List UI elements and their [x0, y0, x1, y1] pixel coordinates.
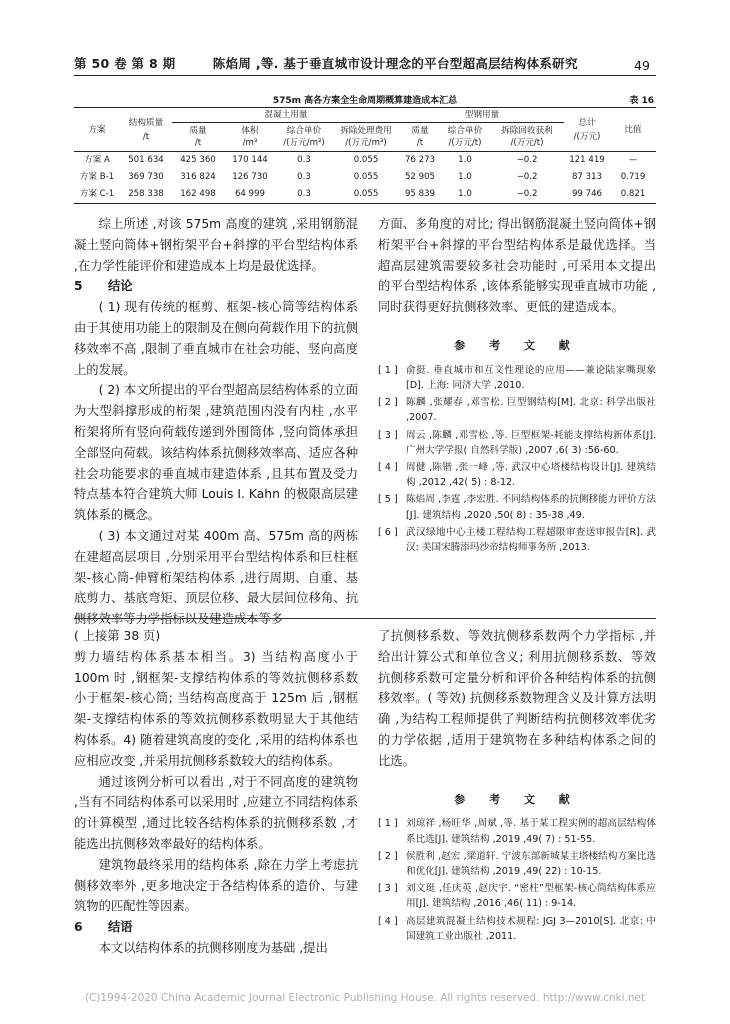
table-cell: 162 498 — [172, 186, 224, 204]
header-title: 基于垂直城市设计理念的平台型超高层结构体系研究 — [283, 56, 578, 71]
reference-list — [378, 363, 656, 555]
th-steel-mass: 质量 /t — [400, 123, 440, 152]
th-scheme: 方案 — [74, 108, 120, 152]
reference-item: [ 4 ] 高层建筑混凝土结构技术规程: JGJ 3—2010[S]. 北京: 中国建筑工业出版社 ,2011. — [378, 915, 656, 942]
table-number: 表 16 — [629, 96, 654, 106]
table-cell: 0.3 — [297, 172, 311, 182]
paragraph: 建筑物最终采用的结构体系 ,除在力学上考虑抗侧移效率外 ,更多地决定于各结构体系的造价、与建筑物的匹配性等因素。 — [74, 857, 358, 914]
th-struct-mass: 结构质量 /t — [120, 108, 172, 152]
th-steel-price: 综合单价 /(万元/t) — [440, 123, 490, 152]
copyright-footer: (C)1994-2020 China Academic Journal Electronic Publishing House. All rights reserved. http://www.cnki.net — [84, 992, 646, 1004]
reference-item: [ 3 ] 刘文珽 ,任庆英 ,赵庆宇. “密柱”型框架-核心筒结构体系应用[J]. 建筑结构 ,2016 ,46( 11) : 9-14. — [378, 883, 656, 910]
paragraph: 方面、多角度的对比; 得出钢筋混凝土竖向筒体+钢桁架平台+斜撑的平台型结构体系是最优选择。当超高层建筑需要较多社会功能时 ,可采用本文提出的平台型结构体系 ,该体系能够实现垂直城市功能 ,同时获得更好抗侧移效率、更低的建造成本。 — [378, 217, 656, 315]
reference-item: [ 6 ] 武汉绿地中心主楼工程结构工程超限审查送审报告[R]. 武汉: 美国宋腾添玛沙帝结构师事务所 ,2013. — [378, 526, 656, 554]
table-cell: 0.3 — [276, 186, 332, 204]
section-heading — [74, 276, 358, 297]
table-cell: 87 313 — [571, 172, 603, 182]
upper-left-column — [74, 214, 358, 630]
table-cell: 64 999 — [224, 186, 276, 204]
table-cell: 425 360 — [180, 155, 216, 165]
reference-item: [ 4 ] 周健 ,陈锴 ,张一峰 ,等. 武汉中心塔楼结构设计[J]. 建筑结构 ,2012 ,42( 5) : 8-12. — [378, 462, 656, 489]
table-row — [74, 186, 656, 204]
table-cell: — — [628, 155, 638, 165]
th-concrete-volume: 体积 /m³ — [224, 123, 276, 152]
table-cell: 121 419 — [569, 155, 605, 165]
th-concrete-group: 混凝土用量 — [172, 108, 400, 123]
table-cell: 76 273 — [404, 155, 436, 165]
table-cell: 126 730 — [232, 172, 268, 182]
page-number: 49 — [634, 58, 650, 73]
table-row — [74, 152, 656, 170]
running-header — [74, 54, 578, 72]
references-heading: 参 考 文 献 — [454, 792, 580, 806]
table-cell: 方案 B-1 — [79, 172, 115, 182]
references-heading: 参 考 文 献 — [454, 338, 580, 352]
table-cell: 1.0 — [458, 155, 472, 165]
journal-issue: 第 50 卷 第 8 期 — [74, 56, 176, 71]
table-cell: 52 905 — [404, 172, 436, 182]
section-number: 5 — [74, 279, 83, 294]
header-rule — [74, 75, 656, 76]
th-steel-group: 型钢用量 — [400, 108, 564, 123]
table-row — [74, 169, 656, 186]
table-cell: 501 634 — [128, 155, 164, 165]
table-cell: −0.2 — [516, 155, 538, 165]
th-steel-recover: 拆除回收获利 /(万元/t) — [490, 123, 564, 152]
table-cell: 0.055 — [353, 172, 379, 182]
paragraph: ( 2) 本文所提出的平台型超高层结构体系的立面为大型斜撑形成的桁架 ,建筑范围内没有内柱 ,水平桁架将所有竖向荷载传递到外围筒体 ,竖向筒体承担全部竖向荷载。该结构体系抗侧移效率高、适应各种社会功能要求的垂直城市建造体系 ,且其布置及受力特点基本符合建筑大师 Louis I. Kahn 的极限高层建筑体系的概念。 — [74, 383, 358, 523]
reference-item: [ 5 ] 陈焰周 ,李霆 ,李宏胜. 不同结构体系的抗侧移能力评价方法[J]. 建筑结构 ,2020 ,50( 8) : 35-38 ,49. — [378, 494, 656, 521]
paragraph: ( 3) 本文通过对某 400m 高、575m 高的两栋在建超高层项目 ,分别采用平台型结构体系和巨柱框架-核心筒-伸臂桁架结构体系 ,进行周期、自重、基底剪力、基底弯矩、顶层位移、最大层间位移角、抗侧移效率等力学指标以及建造成本等多 — [74, 528, 358, 627]
reference-item: [ 3 ] 周云 ,陈麟 ,邓雪松 ,等. 巨型框架-耗能支撑结构新体系[J]. 广州大学学报( 自然科学版) ,2007 ,6( 3) :56-60. — [378, 429, 656, 456]
th-ratio: 比值 — [610, 108, 656, 152]
reference-item: [ 2 ] 陈麟 ,张耀春 ,邓雪松. 巨型钢结构[M]. 北京: 科学出版社 ,2007. — [378, 397, 656, 424]
section-title: 结论 — [108, 279, 133, 294]
paragraph: 了抗侧移系数、等效抗侧移系数两个力学指标 ,并给出计算公式和单位含义; 利用抗侧移系数、等效抗侧移系数可定量分析和评价各种结构体系的抗侧移效率。( 等效) 抗侧移系数物理含义及计算方法明确 ,为结构工程师提供了判断结构抗侧移效率优劣的力学依据 ,适用于建筑物在多种结构体系之间的比选。 — [378, 629, 656, 768]
table-cell: 369 730 — [128, 172, 164, 182]
paragraph: 本文以结构体系的抗侧移刚度为基础 ,提出 — [98, 940, 328, 955]
table-cell: 0.3 — [297, 155, 311, 165]
paragraph: 通过该例分析可以看出 ,对于不同高度的建筑物 ,当有不同结构体系可以采用时 ,应建立不同结构体系的计算模型 ,通过比较各结构体系的抗侧移系数 ,才能选出抗侧移效率最好的结构体系。 — [74, 774, 358, 851]
table-cell: 方案 C-1 — [74, 186, 120, 204]
lower-right-column — [378, 626, 656, 946]
table-cell: 0.055 — [353, 155, 379, 165]
th-total: 总计 /(万元) — [564, 108, 610, 152]
reference-item: [ 2 ] 侯胜利 ,赵宏 ,梁道轩. 宁波东部新城某主塔楼结构方案比选和优化[J]. 建筑结构 ,2019 ,49( 22) : 10-15. — [378, 850, 656, 877]
table-cell: 170 144 — [232, 155, 268, 165]
reference-list — [378, 816, 656, 944]
cost-summary-table — [74, 107, 656, 204]
section-number: 6 — [74, 920, 83, 935]
th-concrete-price: 综合单价 /(万元/m³) — [276, 123, 332, 152]
paragraph: ( 1) 现有传统的框剪、框架-核心筒等结构体系由于其使用功能上的限制及在侧向荷载作用下的抗侧移效率不高 ,限制了垂直城市在社会功能、竖向高度上的发展。 — [74, 300, 358, 377]
table-cell: 99 746 — [564, 186, 610, 204]
table-cell: 0.719 — [620, 172, 646, 182]
section-title: 结语 — [108, 920, 133, 935]
table-cell: 1.0 — [458, 172, 472, 182]
table-caption: 575m 高各方案全生命周期概算建造成本汇总 — [272, 96, 458, 106]
th-concrete-demolish: 拆除处理费用 /(万元/m³) — [332, 123, 400, 152]
paragraph: 剪力墙结构体系基本相当。3) 当结构高度小于 100m 时 ,钢框架-支撑结构体系的等效抗侧移系数小于框架-核心筒; 当结构高度高于 125m 后 ,钢框架-支撑结构体系的等效抗侧移系数明显大于其他结构体系。4) 随着建筑高度的变化 ,采用的结构体系也应相应改变 ,并采用抗侧移系数较大的结构体系。 — [74, 649, 358, 768]
upper-right-column — [378, 214, 656, 557]
continuation-note: ( 上接第 38 页) — [74, 629, 161, 643]
table-cell: −0.2 — [516, 172, 538, 182]
reference-item: [ 1 ] 俞挺. 垂直城市和互文性理论的应用——兼论陆家嘴现象[D]. 上海: 同济大学 ,2010. — [378, 364, 656, 391]
article-divider — [74, 618, 656, 619]
table-cell: 1.0 — [440, 186, 490, 204]
table-cell: 0.055 — [332, 186, 400, 204]
table-cell: 95 839 — [400, 186, 440, 204]
table-cell: 258 338 — [120, 186, 172, 204]
table-cell: 316 824 — [180, 172, 216, 182]
table-cell: 0.821 — [610, 186, 656, 204]
th-concrete-mass: 质量 /t — [172, 123, 224, 152]
paragraph: 综上所述 ,对该 575m 高度的建筑 ,采用钢筋混凝土竖向筒体+钢桁架平台+斜撑的平台型结构体系 ,在力学性能评价和建造成本上均是最优选择。 — [74, 217, 358, 273]
table-cell: −0.2 — [490, 186, 564, 204]
table-cell: 方案 A — [84, 155, 110, 165]
header-authors: 陈焰周 ,等. — [212, 56, 284, 71]
section-heading — [74, 917, 358, 938]
reference-item: [ 1 ] 刘琼祥 ,杨旺华 ,周斌 ,等. 基于某工程实例的超高层结构体系比选[J]. 建筑结构 ,2019 ,49( 7) : 51-55. — [378, 818, 656, 845]
lower-left-column — [74, 626, 358, 959]
